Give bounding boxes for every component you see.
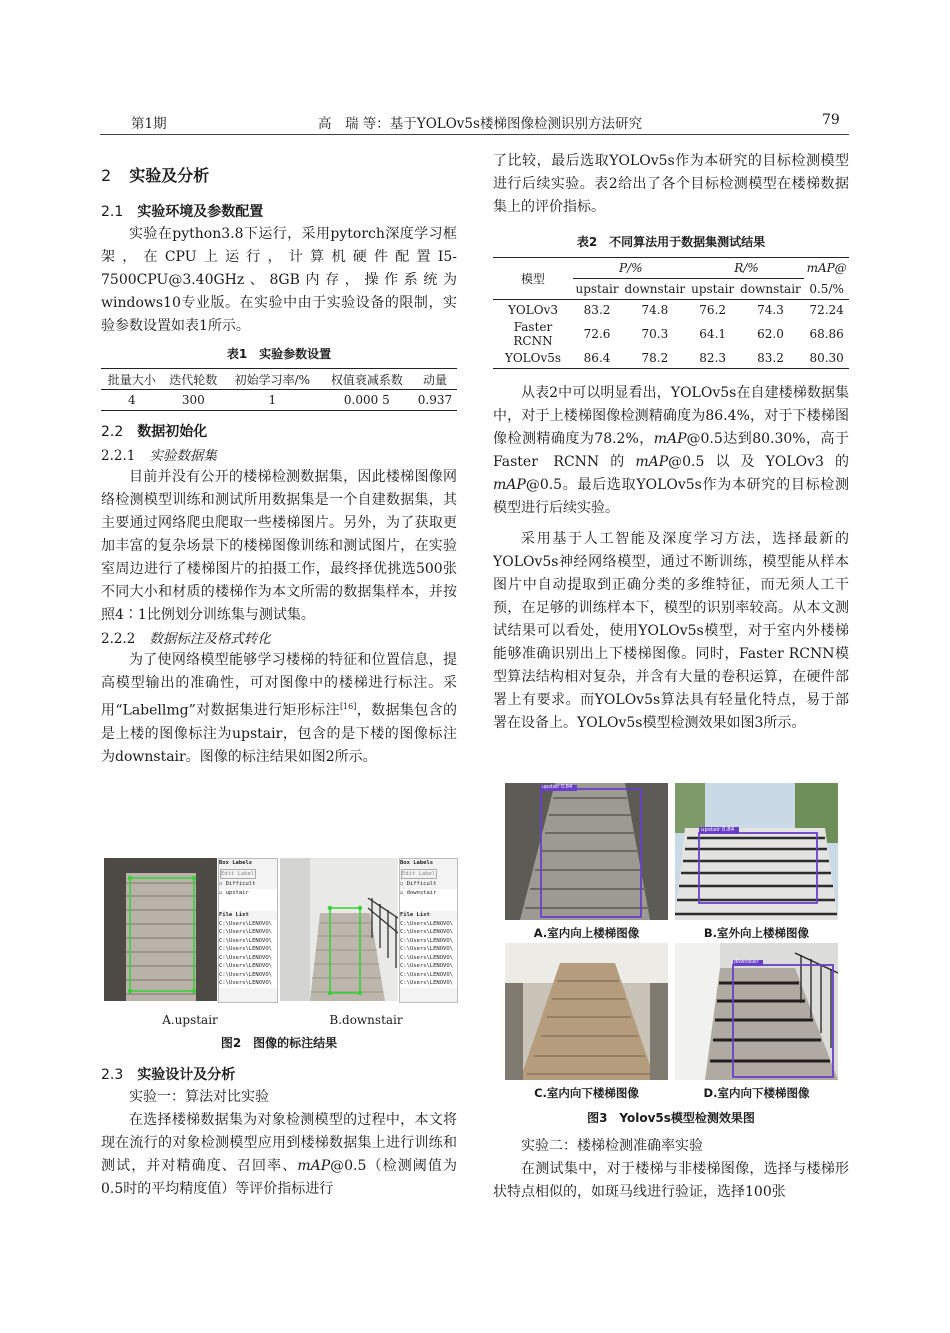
- file-entry[interactable]: C:\Users\LENOVO\: [219, 928, 277, 937]
- figure3-sub-b: B.室外向上楼梯图像: [703, 926, 810, 940]
- difficult-checkbox[interactable]: ☐ Difficult: [219, 881, 256, 887]
- table1-cell: 1: [268, 393, 277, 407]
- table2: [493, 257, 849, 369]
- file-entry[interactable]: C:\Users\LENOVO\: [219, 962, 277, 971]
- file-entry[interactable]: C:\Users\LENOVO\: [400, 920, 457, 929]
- table2-subheader: upstair: [575, 282, 619, 296]
- experiment2-text: 在测试集中，对于楼梯与非楼梯图像，选择与楼梯形状特点相似的，如斑马线进行验证，选择100张: [493, 1161, 849, 1200]
- difficult-checkbox[interactable]: ☐ Difficult: [400, 881, 437, 887]
- table-row: Faster RCNN 72.6 70.3 64.1 62.0 68.86: [513, 320, 844, 348]
- right-column: [493, 150, 849, 219]
- annotation-panel-a: Box Labels Edit Label ☐ Difficult ☑ upstair File List C:\Users\LENOVO\ C:\Users\LENOVO\ C:\Users\LENOVO\ C:\Users\LENOVO\ C:\Users\LENOVO\ C:\Users\LENOVO\ C:\Users\LENOVO\ C:\Users\LENOVO\: [218, 858, 278, 1003]
- file-entry[interactable]: C:\Users\LENOVO\: [400, 937, 457, 946]
- file-entry[interactable]: C:\Users\LENOVO\: [400, 971, 457, 980]
- figure3-sub-d: D.室内向下楼梯图像: [703, 1086, 810, 1100]
- section-2-1-text: 实验在python3.8下运行，采用pytorch深度学习框架，在CPU上运行，计算机硬件配置I5-7500CPU@3.40GHz、8GB内存，操作系统为windows10专业版。在实验中由于实验设备的限制，实验参数设置如表1所示。: [101, 226, 457, 334]
- section-2-heading: 2 实验及分析: [101, 166, 210, 185]
- running-title: 高 瑞 等：基于YOLOv5s楼梯图像检测识别方法研究: [318, 116, 642, 132]
- table2-subheader: downstair: [740, 282, 801, 296]
- table1-header: 权值衰减系数: [330, 372, 403, 387]
- detection-label: upstair 0.84: [701, 827, 735, 833]
- right-text: [493, 382, 849, 735]
- figure2-sub-b: B.downstair: [329, 1013, 403, 1027]
- section-2-1-heading: 2.1 实验环境及参数配置: [101, 204, 264, 220]
- discussion-paragraph: 采用基于人工智能及深度学习方法，选择最新的YOLOv5s神经网络模型，通过不断训练，模型能从样本图片中自动提取到正确分类的多维特征，而无须人工干预，在足够的训练样本下，模型的识别率较高。从本文测试结果可以看处，使用YOLOv5s模型，对于室内外楼梯能够准确识别出上下楼梯图像。同时，Faster RCNN模型算法结构相对复杂，并含有大量的卷积运算，在硬件部署上有要求。而YOLOv5s算法具有轻量化特点，易于部署在设备上。YOLOv5s模型检测效果如图3所示。: [493, 531, 849, 731]
- detection-label: downstair: [734, 959, 759, 965]
- table1-cell: 4: [127, 393, 136, 407]
- file-entry[interactable]: C:\Users\LENOVO\: [219, 954, 277, 963]
- edit-label-button[interactable]: Edit Label: [220, 869, 256, 880]
- figure3-sub-c: C.室内向下楼梯图像: [534, 1086, 639, 1100]
- figure3-sub-a: A.室内向上楼梯图像: [533, 926, 640, 940]
- table2-caption: 表2 不同算法用于数据集测试结果: [576, 235, 766, 249]
- table2-subheader: 0.5/%: [809, 281, 844, 296]
- table1: [101, 368, 457, 411]
- indoor-downstair-image-c: [505, 943, 668, 1080]
- experiment2-title: 实验二：楼梯检测准确率实验: [521, 1138, 703, 1154]
- section-2-3-heading: 2.3 实验设计及分析: [101, 1067, 236, 1083]
- table2-subheader: downstair: [624, 282, 686, 296]
- table1-header: 批量大小: [107, 372, 156, 387]
- result-paragraph: 从表2中可以明显看出，YOLOv5s在自建楼梯数据集中，对于上楼梯图像检测精确度为86.4%，对于下楼梯图像检测精确度为78.2%，mAP@0.5达到80.30%，高于Faster RCNN的mAP@0.5以及YOLOv3的mAP@0.5。最后选取YOLOv5s作为本研究的目标检测模型进行后续实验。: [493, 385, 850, 516]
- table1-header: 动量: [422, 372, 447, 387]
- experiment1-title: 实验一：算法对比实验: [129, 1089, 269, 1105]
- file-entry[interactable]: C:\Users\LENOVO\: [400, 928, 457, 937]
- file-entry[interactable]: C:\Users\LENOVO\: [400, 962, 457, 971]
- section-2-2-2-heading: 2.2.2 数据标注及格式转化: [101, 631, 271, 647]
- section-2-3-text: 在选择楼梯数据集为对象检测模型的过程中，本文将现在流行的对象检测模型应用到楼梯数据集上进行训练和测试，并对精确度、召回率、mAP@0.5（检测阈值为0.5时的平均精度值）等评价指标进行: [101, 1112, 458, 1197]
- section-2-3: [101, 1064, 457, 1201]
- figure3-caption: 图3 Yolov5s模型检测效果图: [587, 1111, 755, 1125]
- file-entry[interactable]: C:\Users\LENOVO\: [219, 945, 277, 954]
- figure2: [104, 858, 456, 1008]
- table1-header: 初始学习率/%: [234, 372, 311, 387]
- page-number: 79: [822, 112, 840, 128]
- file-entry[interactable]: C:\Users\LENOVO\: [219, 971, 277, 980]
- header-rule: [100, 134, 849, 135]
- table2-header-p: P/%: [573, 258, 689, 279]
- section-2-2-heading: 2.2 数据初始化: [101, 424, 208, 440]
- citation-16: [16]: [339, 702, 357, 711]
- figure2-sub-a: A.upstair: [162, 1013, 218, 1027]
- table1-cell: 300: [181, 393, 205, 407]
- table1-header: 迭代轮数: [169, 372, 218, 387]
- running-issue: 第1期: [131, 116, 167, 132]
- table2-header-model: 模型: [493, 258, 573, 300]
- left-column: [101, 163, 457, 769]
- table-row: YOLOv3 83.2 74.8 76.2 74.3 72.24: [508, 303, 844, 317]
- table2-block: [493, 233, 849, 369]
- downstair-image: [280, 858, 398, 1001]
- label-item[interactable]: ☑ downstair: [400, 889, 457, 898]
- table2-subheader: upstair: [691, 282, 735, 296]
- file-entry[interactable]: C:\Users\LENOVO\: [400, 954, 457, 963]
- upstair-image: [104, 858, 217, 1001]
- file-entry[interactable]: C:\Users\LENOVO\: [219, 937, 277, 946]
- edit-label-button[interactable]: Edit Label: [401, 869, 437, 880]
- table2-header-r: R/%: [689, 258, 805, 279]
- table2-header-map: mAP@: [806, 261, 847, 276]
- table-row: YOLOv5s 86.4 78.2 82.3 83.2 80.30: [493, 348, 849, 369]
- outdoor-upstair-image: [675, 783, 838, 920]
- section-2-2-2-text: 为了使网络模型能够学习楼梯的特征和位置信息，提高模型输出的准确性，可对图像中的楼梯进行标注。采用“Labellmg”对数据集进行矩形标注[16]，数据集包含的是上楼的图像标注为upstair，包含的是下楼的图像标注为downstair。图像的标注结果如图2所示。: [101, 652, 458, 765]
- figure2-caption: 图2 图像的标注结果: [220, 1036, 338, 1050]
- detection-label: upstair 0.84: [542, 784, 573, 790]
- file-entry[interactable]: C:\Users\LENOVO\: [219, 979, 277, 988]
- file-entry[interactable]: C:\Users\LENOVO\: [400, 979, 457, 988]
- table1-caption: 表1 实验参数设置: [226, 347, 332, 361]
- file-entry[interactable]: C:\Users\LENOVO\: [219, 920, 277, 929]
- indoor-downstair-image-d: [675, 943, 838, 1080]
- table1-cell: 0.000 5: [343, 393, 390, 407]
- experiment2: [493, 1135, 849, 1204]
- continued-text: 了比较，最后选取YOLOv5s作为本研究的目标检测模型进行后续实验。表2给出了各个目标检测模型在楼梯数据集上的评价指标。: [493, 153, 849, 215]
- figure3: [505, 783, 838, 1103]
- indoor-upstair-image: [505, 783, 668, 920]
- section-2-2-1-heading: 2.2.1 实验数据集: [101, 448, 217, 464]
- label-item[interactable]: ☑ upstair: [219, 889, 277, 898]
- file-entry[interactable]: C:\Users\LENOVO\: [400, 945, 457, 954]
- annotation-panel-b: Box Labels Edit Label ☐ Difficult ☑ downstair File List C:\Users\LENOVO\ C:\Users\LENOVO\ C:\Users\LENOVO\ C:\Users\LENOVO\ C:\Users\LENOVO\ C:\Users\LENOVO\ C:\Users\LENOVO\ C:\Users\LENOVO\: [399, 858, 458, 1003]
- table1-cell: 0.937: [417, 393, 453, 407]
- section-2-2-1-text: 目前并没有公开的楼梯检测数据集，因此楼梯图像网络检测模型训练和测试所用数据集是一个自建数据集，其主要通过网络爬虫爬取一些楼梯图片。另外，为了获取更加丰富的复杂场景下的楼梯图像训练和测试图片，在实验室周边进行了楼梯图片的拍摄工作，最终择优挑选500张不同大小和材质的楼梯作为本文所需的数据集样本，并按照4∶1比例划分训练集与测试集。: [101, 469, 457, 623]
